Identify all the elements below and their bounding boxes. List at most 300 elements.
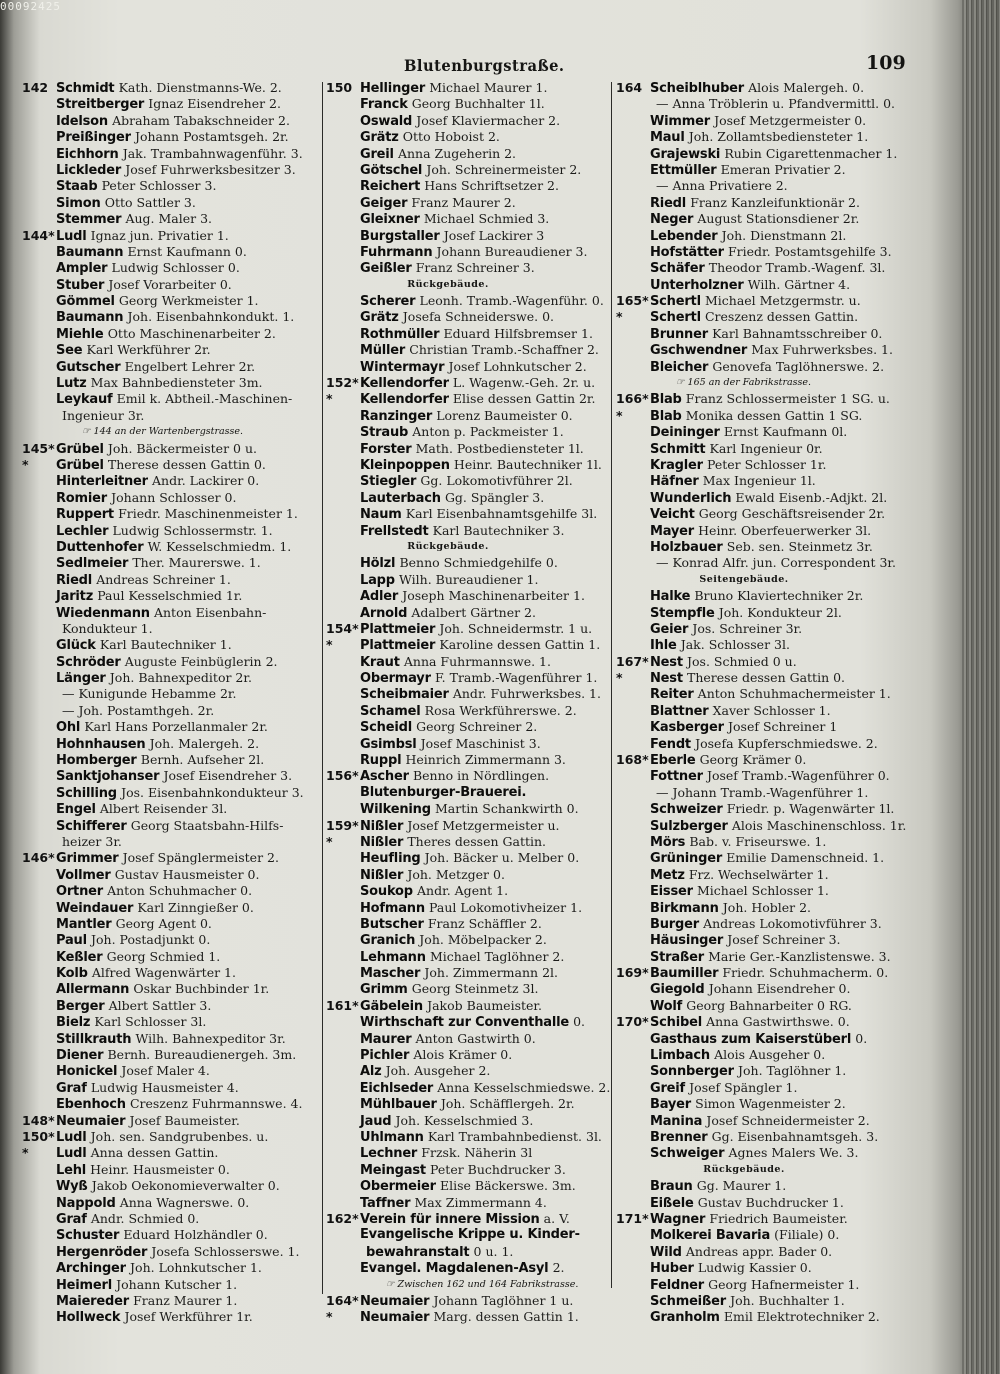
directory-entry xyxy=(616,260,912,276)
entry-details: — Konrad Alfr. jun. Correspondent 3r. xyxy=(656,555,896,571)
entry-details: Franz Schlossermeister 1 SG. u. xyxy=(685,391,890,407)
column-1 xyxy=(22,80,320,1326)
entry-details: Georg Steinmetz 3l. xyxy=(411,981,539,997)
directory-entry xyxy=(22,1063,320,1079)
resident-name: Scherer xyxy=(360,294,416,310)
directory-entry xyxy=(22,949,320,965)
directory-entry xyxy=(616,1309,912,1325)
entry-details: Josefa Schlosserswe. 1. xyxy=(151,1243,300,1259)
entry-details: Franz Schäffler 2. xyxy=(427,915,542,931)
entry-details: Bernh. Aufseher 2l. xyxy=(140,752,265,768)
entry-details: Eduard Holzhändler 0. xyxy=(123,1227,268,1243)
entry-details: Otto Sattler 3. xyxy=(104,194,196,210)
resident-name: Nißler xyxy=(360,834,404,850)
entry-details: Emil k. Abtheil.-Maschinen- xyxy=(116,391,293,407)
resident-name: Gäbelein xyxy=(360,998,423,1014)
entry-details: Josef Eisendreher 3. xyxy=(163,768,293,784)
directory-entry xyxy=(616,916,912,932)
entry-details: Andreas appr. Bader 0. xyxy=(685,1243,833,1259)
column-3 xyxy=(616,80,912,1326)
directory-entry xyxy=(616,703,912,719)
directory-entry xyxy=(616,506,912,522)
house-number: 150 xyxy=(326,80,353,95)
entry-details: Josefa Kupferschmiedswe. 2. xyxy=(695,735,878,751)
directory-entry xyxy=(22,375,320,391)
resident-name: Ebenhoch xyxy=(56,1097,126,1113)
directory-entry xyxy=(616,1031,912,1047)
directory-entry xyxy=(616,228,912,244)
directory-entry xyxy=(22,1309,320,1325)
directory-entry xyxy=(22,1096,320,1112)
entry-details: 0. xyxy=(573,1014,586,1030)
resident-name: Schibel xyxy=(650,1015,702,1031)
entry-details: Emil Elektrotechniker 2. xyxy=(723,1309,880,1325)
entry-details: Bernh. Bureaudienergeh. 3m. xyxy=(107,1047,297,1063)
resident-name: Paul xyxy=(56,933,87,949)
entry-details: Josef Spängler 1. xyxy=(689,1079,798,1095)
resident-name: Hollweck xyxy=(56,1310,121,1326)
resident-name: Hellinger xyxy=(360,81,426,96)
directory-entry xyxy=(326,588,610,604)
entry-continuation xyxy=(22,703,320,719)
resident-name: Allermann xyxy=(56,982,130,998)
entry-details: Josef Werkführer 1r. xyxy=(124,1309,253,1325)
resident-name: Schmitt xyxy=(650,441,706,457)
resident-name: Geiger xyxy=(360,195,408,211)
resident-name: Grimm xyxy=(360,982,408,998)
resident-name: Stempfle xyxy=(650,605,715,621)
directory-entry xyxy=(326,1145,610,1161)
directory-entry xyxy=(616,539,912,555)
directory-entry xyxy=(22,588,320,604)
entry-details: Ingenieur 3r. xyxy=(62,407,145,423)
resident-name: Giegold xyxy=(650,982,705,998)
entry-details: Joh. Ausgeher 2. xyxy=(385,1063,491,1079)
directory-entry xyxy=(22,801,320,817)
house-number: * xyxy=(616,670,623,686)
directory-entry xyxy=(616,736,912,752)
resident-name: Schröder xyxy=(56,654,121,670)
resident-name: Lickleder xyxy=(56,162,122,178)
resident-name: Keßler xyxy=(56,949,103,965)
entry-details: Karl Schlosser 3l. xyxy=(94,1014,207,1030)
entry-details: Karl Hans Porzellanmaler 2r. xyxy=(84,719,268,735)
resident-name: Greil xyxy=(360,146,394,162)
directory-entry xyxy=(22,1244,320,1260)
resident-name: Engel xyxy=(56,802,96,818)
resident-name: Häfner xyxy=(650,474,699,490)
directory-entry xyxy=(616,391,912,407)
resident-name: Weindauer xyxy=(56,900,134,916)
directory-entry xyxy=(616,359,912,375)
resident-name: Lechner xyxy=(360,1146,418,1162)
directory-entry xyxy=(22,637,320,653)
resident-name: Neumaier xyxy=(56,1113,126,1129)
directory-entry xyxy=(22,965,320,981)
resident-name: Neger xyxy=(650,212,694,228)
entry-details: Peter Buchdrucker 3. xyxy=(430,1161,566,1177)
directory-entry xyxy=(326,916,610,932)
directory-entry xyxy=(326,162,610,178)
directory-entry xyxy=(22,555,320,571)
house-number: 148* xyxy=(22,1112,55,1128)
entry-details: Joh. Malergeh. 2. xyxy=(149,735,260,751)
entry-details: 2. xyxy=(552,1260,565,1276)
resident-name: Sulzberger xyxy=(650,818,728,834)
house-number: 162* xyxy=(326,1210,359,1226)
entry-details: W. Kesselschmiedm. 1. xyxy=(147,538,292,554)
directory-entry xyxy=(22,326,320,342)
resident-name: Blattner xyxy=(650,703,709,719)
resident-name: Gasthaus zum Kaiserstüberl xyxy=(650,1031,852,1047)
resident-name: Manina xyxy=(650,1113,703,1129)
resident-name: Gsimbsl xyxy=(360,736,417,752)
directory-entry xyxy=(326,391,610,407)
entry-details: Josef Lohnkutscher 2. xyxy=(448,358,587,374)
resident-name: Mantler xyxy=(56,916,112,932)
section-label: Seitengebäude. xyxy=(699,573,789,585)
entry-details: F. Tramb.-Wagenführer 1. xyxy=(434,670,598,686)
entry-details: Anton Schuhmacher 0. xyxy=(107,883,253,899)
directory-entry xyxy=(616,523,912,539)
resident-name: Riedl xyxy=(650,195,687,211)
entry-details: Marg. dessen Gattin 1. xyxy=(433,1309,579,1325)
resident-name: Pichler xyxy=(360,1048,410,1064)
resident-name: Burgstaller xyxy=(360,228,440,244)
resident-name: Wiedenmann xyxy=(56,605,150,621)
resident-name: Ettmüller xyxy=(650,162,717,178)
entry-details: — Joh. Postamthgeh. 2r. xyxy=(62,702,215,718)
entry-details: Christian Tramb.-Schaffner 2. xyxy=(409,342,599,358)
entry-continuation xyxy=(616,178,912,194)
entry-details: Ewald Eisenb.-Adjkt. 2l. xyxy=(735,489,888,505)
entry-details: Benno in Nördlingen. xyxy=(412,768,550,784)
resident-name: Meingast xyxy=(360,1162,426,1178)
resident-name: Grätz xyxy=(360,310,399,326)
resident-name: bewahranstalt xyxy=(366,1244,470,1260)
entry-details: Wilh. Gärtner 4. xyxy=(747,276,851,292)
resident-name: Stillkrauth xyxy=(56,1031,132,1047)
entry-details: Michael Taglöhner 2. xyxy=(429,948,565,964)
entry-details: Joh. Buchhalter 1. xyxy=(730,1292,845,1308)
house-number: * xyxy=(22,1145,29,1161)
house-number: * xyxy=(22,456,29,472)
entry-details: Josef Maler 4. xyxy=(121,1063,210,1079)
resident-name: Jaud xyxy=(360,1113,392,1129)
directory-entry xyxy=(326,129,610,145)
entry-details: Georg Staatsbahn-Hilfs- xyxy=(130,817,284,833)
entry-details: Therese dessen Gattin 0. xyxy=(687,670,846,686)
resident-name: Stiegler xyxy=(360,474,417,490)
directory-entry xyxy=(616,932,912,948)
resident-name: Kleinpoppen xyxy=(360,457,450,473)
resident-name: Evangel. Magdalenen-Asyl xyxy=(360,1261,549,1277)
resident-name: Kasberger xyxy=(650,720,724,736)
resident-name: Lutz xyxy=(56,376,87,392)
resident-name: Nest xyxy=(650,654,683,670)
directory-entry xyxy=(326,719,610,735)
entry-details: Creszenz dessen Gattin. xyxy=(704,309,859,325)
resident-name: Lehl xyxy=(56,1162,87,1178)
page-title: Blutenburgstraße. xyxy=(404,56,565,75)
resident-name: Leykauf xyxy=(56,392,113,408)
directory-entry xyxy=(22,719,320,735)
directory-entry xyxy=(616,883,912,899)
entry-details: Joh. Metzger 0. xyxy=(407,866,505,882)
resident-name: Sedlmeier xyxy=(56,556,129,572)
resident-name: Mayer xyxy=(650,523,695,539)
directory-entry xyxy=(616,1195,912,1211)
resident-name: Nißler xyxy=(360,867,404,883)
entry-details: Rubin Cigarettenmacher 1. xyxy=(724,145,898,161)
entry-details: Heinrich Zimmermann 3. xyxy=(405,752,566,768)
directory-entry xyxy=(326,867,610,883)
resident-name: Franck xyxy=(360,97,408,113)
resident-name: Bleicher xyxy=(650,359,709,375)
resident-name: Reichert xyxy=(360,179,421,195)
entry-details: Ther. Maurerswe. 1. xyxy=(132,555,261,571)
house-number: 142 xyxy=(22,80,49,95)
entry-details: Ludwig Hausmeister 4. xyxy=(90,1079,239,1095)
directory-entry xyxy=(22,900,320,916)
directory-entry xyxy=(22,342,320,358)
entry-details: Anton Schuhmachermeister 1. xyxy=(697,686,891,702)
entry-details: Alfred Wagenwärter 1. xyxy=(91,965,236,981)
directory-entry xyxy=(22,1080,320,1096)
directory-entry xyxy=(22,506,320,522)
resident-name: Eisser xyxy=(650,884,693,900)
resident-name: Graf xyxy=(56,1080,87,1096)
entry-details: Max Zimmermann 4. xyxy=(414,1194,547,1210)
entry-details: Leonh. Tramb.-Wagenführ. 0. xyxy=(419,293,604,309)
directory-entry xyxy=(616,1227,912,1243)
resident-name: Lebender xyxy=(650,228,718,244)
entry-details: Johann Eisendreher 0. xyxy=(708,981,851,997)
entry-details: Peter Schlosser 3. xyxy=(101,178,217,194)
directory-entry xyxy=(22,277,320,293)
directory-entry xyxy=(616,490,912,506)
directory-entry xyxy=(616,768,912,784)
directory-entry xyxy=(326,490,610,506)
directory-entry xyxy=(326,260,610,276)
directory-entry xyxy=(616,1129,912,1145)
entry-details: Friedrich Baumeister. xyxy=(709,1210,848,1226)
house-number: 152* xyxy=(326,375,359,391)
resident-name: Straub xyxy=(360,425,409,441)
directory-entry xyxy=(326,621,610,637)
entry-details: a. V. xyxy=(543,1210,570,1226)
resident-name: Götschel xyxy=(360,162,423,178)
directory-entry xyxy=(326,834,610,850)
resident-name: Scheidl xyxy=(360,720,412,736)
resident-name: Wirthschaft zur Conventhalle xyxy=(360,1015,569,1031)
entry-details: Alois Maschinenschloss. 1r. xyxy=(731,817,907,833)
resident-name: Straßer xyxy=(650,949,704,965)
directory-entry xyxy=(326,736,610,752)
directory-entry xyxy=(616,834,912,850)
entry-details: Franz Schreiner 3. xyxy=(415,260,535,276)
entry-details: Ignaz jun. Privatier 1. xyxy=(90,227,229,243)
directory-entry xyxy=(326,1260,610,1276)
directory-entry xyxy=(326,96,610,112)
entry-details: Josef Klaviermacher 2. xyxy=(416,112,561,128)
entry-details: Agnes Malers We. 3. xyxy=(728,1145,859,1161)
resident-name: Sanktjohanser xyxy=(56,769,160,785)
entry-details: Georg Krämer 0. xyxy=(699,752,807,768)
directory-entry xyxy=(326,228,610,244)
resident-name: Romier xyxy=(56,490,107,506)
resident-name: Schweizer xyxy=(650,802,723,818)
resident-name: Schifferer xyxy=(56,818,127,834)
entry-details: Peter Schlosser 1r. xyxy=(707,456,827,472)
entry-details: Michael Metzgermstr. u. xyxy=(704,293,861,309)
resident-name: Unterholzner xyxy=(650,277,744,293)
resident-name: Hofmann xyxy=(360,900,425,916)
entry-details: Marie Ger.-Kanzlistenswe. 3. xyxy=(708,948,891,964)
resident-name: Mühlbauer xyxy=(360,1097,437,1113)
entry-details: Georg Agent 0. xyxy=(115,915,212,931)
directory-entry xyxy=(22,1195,320,1211)
directory-entry xyxy=(326,1129,610,1145)
entry-details: Emilie Damenschneid. 1. xyxy=(726,850,885,866)
entry-details: Anna dessen Gattin. xyxy=(90,1145,219,1161)
book-page-edge xyxy=(962,0,1000,1374)
entry-details: Anna Gastwirthswe. 0. xyxy=(706,1014,850,1030)
entry-details: Bab. v. Friseurswe. 1. xyxy=(689,833,827,849)
house-number: * xyxy=(616,407,623,423)
resident-name: Verein für innere Mission xyxy=(360,1211,540,1227)
directory-entry xyxy=(22,244,320,260)
entry-details: Gg. Spängler 3. xyxy=(444,489,545,505)
entry-details: August Stationsdiener 2r. xyxy=(697,211,860,227)
resident-name: Forster xyxy=(360,441,412,457)
house-number: 145* xyxy=(22,440,55,456)
directory-entry xyxy=(616,867,912,883)
house-number: 167* xyxy=(616,653,649,669)
resident-name: Nest xyxy=(650,671,683,687)
entry-details: Xaver Schlosser 1. xyxy=(712,702,831,718)
directory-entry xyxy=(22,768,320,784)
resident-name: Lechler xyxy=(56,523,109,539)
resident-name: Baumann xyxy=(56,310,124,326)
resident-name: Simon xyxy=(56,195,101,211)
directory-entry xyxy=(326,637,610,653)
resident-name: Burger xyxy=(650,916,699,932)
directory-entry xyxy=(616,621,912,637)
directory-entry xyxy=(616,244,912,260)
resident-name: Lehmann xyxy=(360,949,426,965)
resident-name: Vollmer xyxy=(56,867,111,883)
house-number: 154* xyxy=(326,620,359,636)
entry-details: Joh. Lohnkutscher 1. xyxy=(130,1260,262,1276)
entry-details: Emeran Privatier 2. xyxy=(720,161,846,177)
section-label: Rückgebäude. xyxy=(703,1163,785,1175)
directory-entry xyxy=(326,195,610,211)
directory-entry xyxy=(326,850,610,866)
entry-continuation xyxy=(22,408,320,424)
resident-name: Maiereder xyxy=(56,1293,129,1309)
directory-entry xyxy=(22,850,320,866)
directory-entry xyxy=(616,424,912,440)
cross-reference: ☞ 144 an der Wartenbergstrasse. xyxy=(82,426,244,438)
directory-entry xyxy=(22,539,320,555)
entry-details: Heinr. Hausmeister 0. xyxy=(90,1161,230,1177)
entry-details: Benno Schmiedgehilfe 0. xyxy=(399,555,558,571)
entry-details: Anna Wagnerswe. 0. xyxy=(119,1194,250,1210)
resident-name: Mörs xyxy=(650,834,686,850)
directory-entry xyxy=(616,408,912,424)
resident-name: Blab xyxy=(650,392,682,408)
entry-details: Genovefa Taglöhnerswe. 2. xyxy=(712,358,885,374)
entry-details: Ignaz Eisendreher 2. xyxy=(148,96,281,112)
directory-entry xyxy=(616,998,912,1014)
directory-entry xyxy=(22,490,320,506)
resident-name: Ludl xyxy=(56,228,87,244)
resident-name: Duttenhofer xyxy=(56,539,144,555)
entry-details: Joseph Maschinenarbeiter 1. xyxy=(402,588,585,604)
entry-details: Joh. Bäckermeister 0 u. xyxy=(107,440,257,456)
entry-details: Hans Schriftsetzer 2. xyxy=(424,178,559,194)
resident-name: Hergenröder xyxy=(56,1244,148,1260)
resident-name: Schamel xyxy=(360,703,421,719)
entry-continuation xyxy=(22,621,320,637)
directory-entry xyxy=(22,129,320,145)
resident-name: Feldner xyxy=(650,1277,705,1293)
entry-continuation xyxy=(22,834,320,850)
directory-entry xyxy=(22,867,320,883)
directory-entry xyxy=(616,801,912,817)
entry-details: Karl Eisenbahnamtsgehilfe 3l. xyxy=(405,506,598,522)
directory-entry xyxy=(326,686,610,702)
entry-details: Joh. Schreinermeister 2. xyxy=(426,161,582,177)
directory-entry xyxy=(616,1293,912,1309)
directory-entry xyxy=(22,1129,320,1145)
resident-name: Ludl xyxy=(56,1130,87,1145)
entry-details: Joh. Zimmermann 2l. xyxy=(424,965,558,981)
entry-details: Ernst Kaufmann 0l. xyxy=(723,424,848,440)
entry-details: Oskar Buchbinder 1r. xyxy=(133,981,270,997)
entry-details: Joh. Eisenbahnkondukt. 1. xyxy=(127,309,295,325)
house-number: * xyxy=(616,309,623,325)
resident-name: Graf xyxy=(56,1211,87,1227)
directory-entry xyxy=(326,1211,610,1227)
entry-details: Friedr. Schuhmacherm. 0. xyxy=(722,965,889,981)
resident-name: Uhlmann xyxy=(360,1130,424,1145)
resident-name: Eichlseder xyxy=(359,1080,434,1096)
resident-name: Fottner xyxy=(650,769,703,785)
entry-details: Joh. Schäfflergeh. 2r. xyxy=(440,1096,575,1112)
house-number: 169* xyxy=(616,965,649,981)
resident-name: Ascher xyxy=(360,769,409,785)
directory-entry xyxy=(22,1178,320,1194)
directory-entry xyxy=(326,752,610,768)
directory-entry xyxy=(22,752,320,768)
resident-name: Evangelische Krippe u. Kinder- xyxy=(360,1227,580,1243)
directory-entry xyxy=(616,900,912,916)
directory-entry xyxy=(22,1277,320,1293)
entry-details: Karl Ingenieur 0r. xyxy=(709,440,823,456)
entry-details: Andr. Lackirer 0. xyxy=(152,473,260,489)
house-number: 144* xyxy=(22,227,55,243)
entry-details: Anton Gastwirth 0. xyxy=(415,1030,536,1046)
directory-entry xyxy=(326,441,610,457)
entry-details: Creszenz Fuhrmannswe. 4. xyxy=(129,1096,303,1112)
entry-details: Theodor Tramb.-Wagenf. 3l. xyxy=(708,260,886,276)
resident-name: Birkmann xyxy=(650,900,719,916)
directory-entry xyxy=(616,146,912,162)
directory-entry xyxy=(326,555,610,571)
directory-entry xyxy=(616,113,912,129)
